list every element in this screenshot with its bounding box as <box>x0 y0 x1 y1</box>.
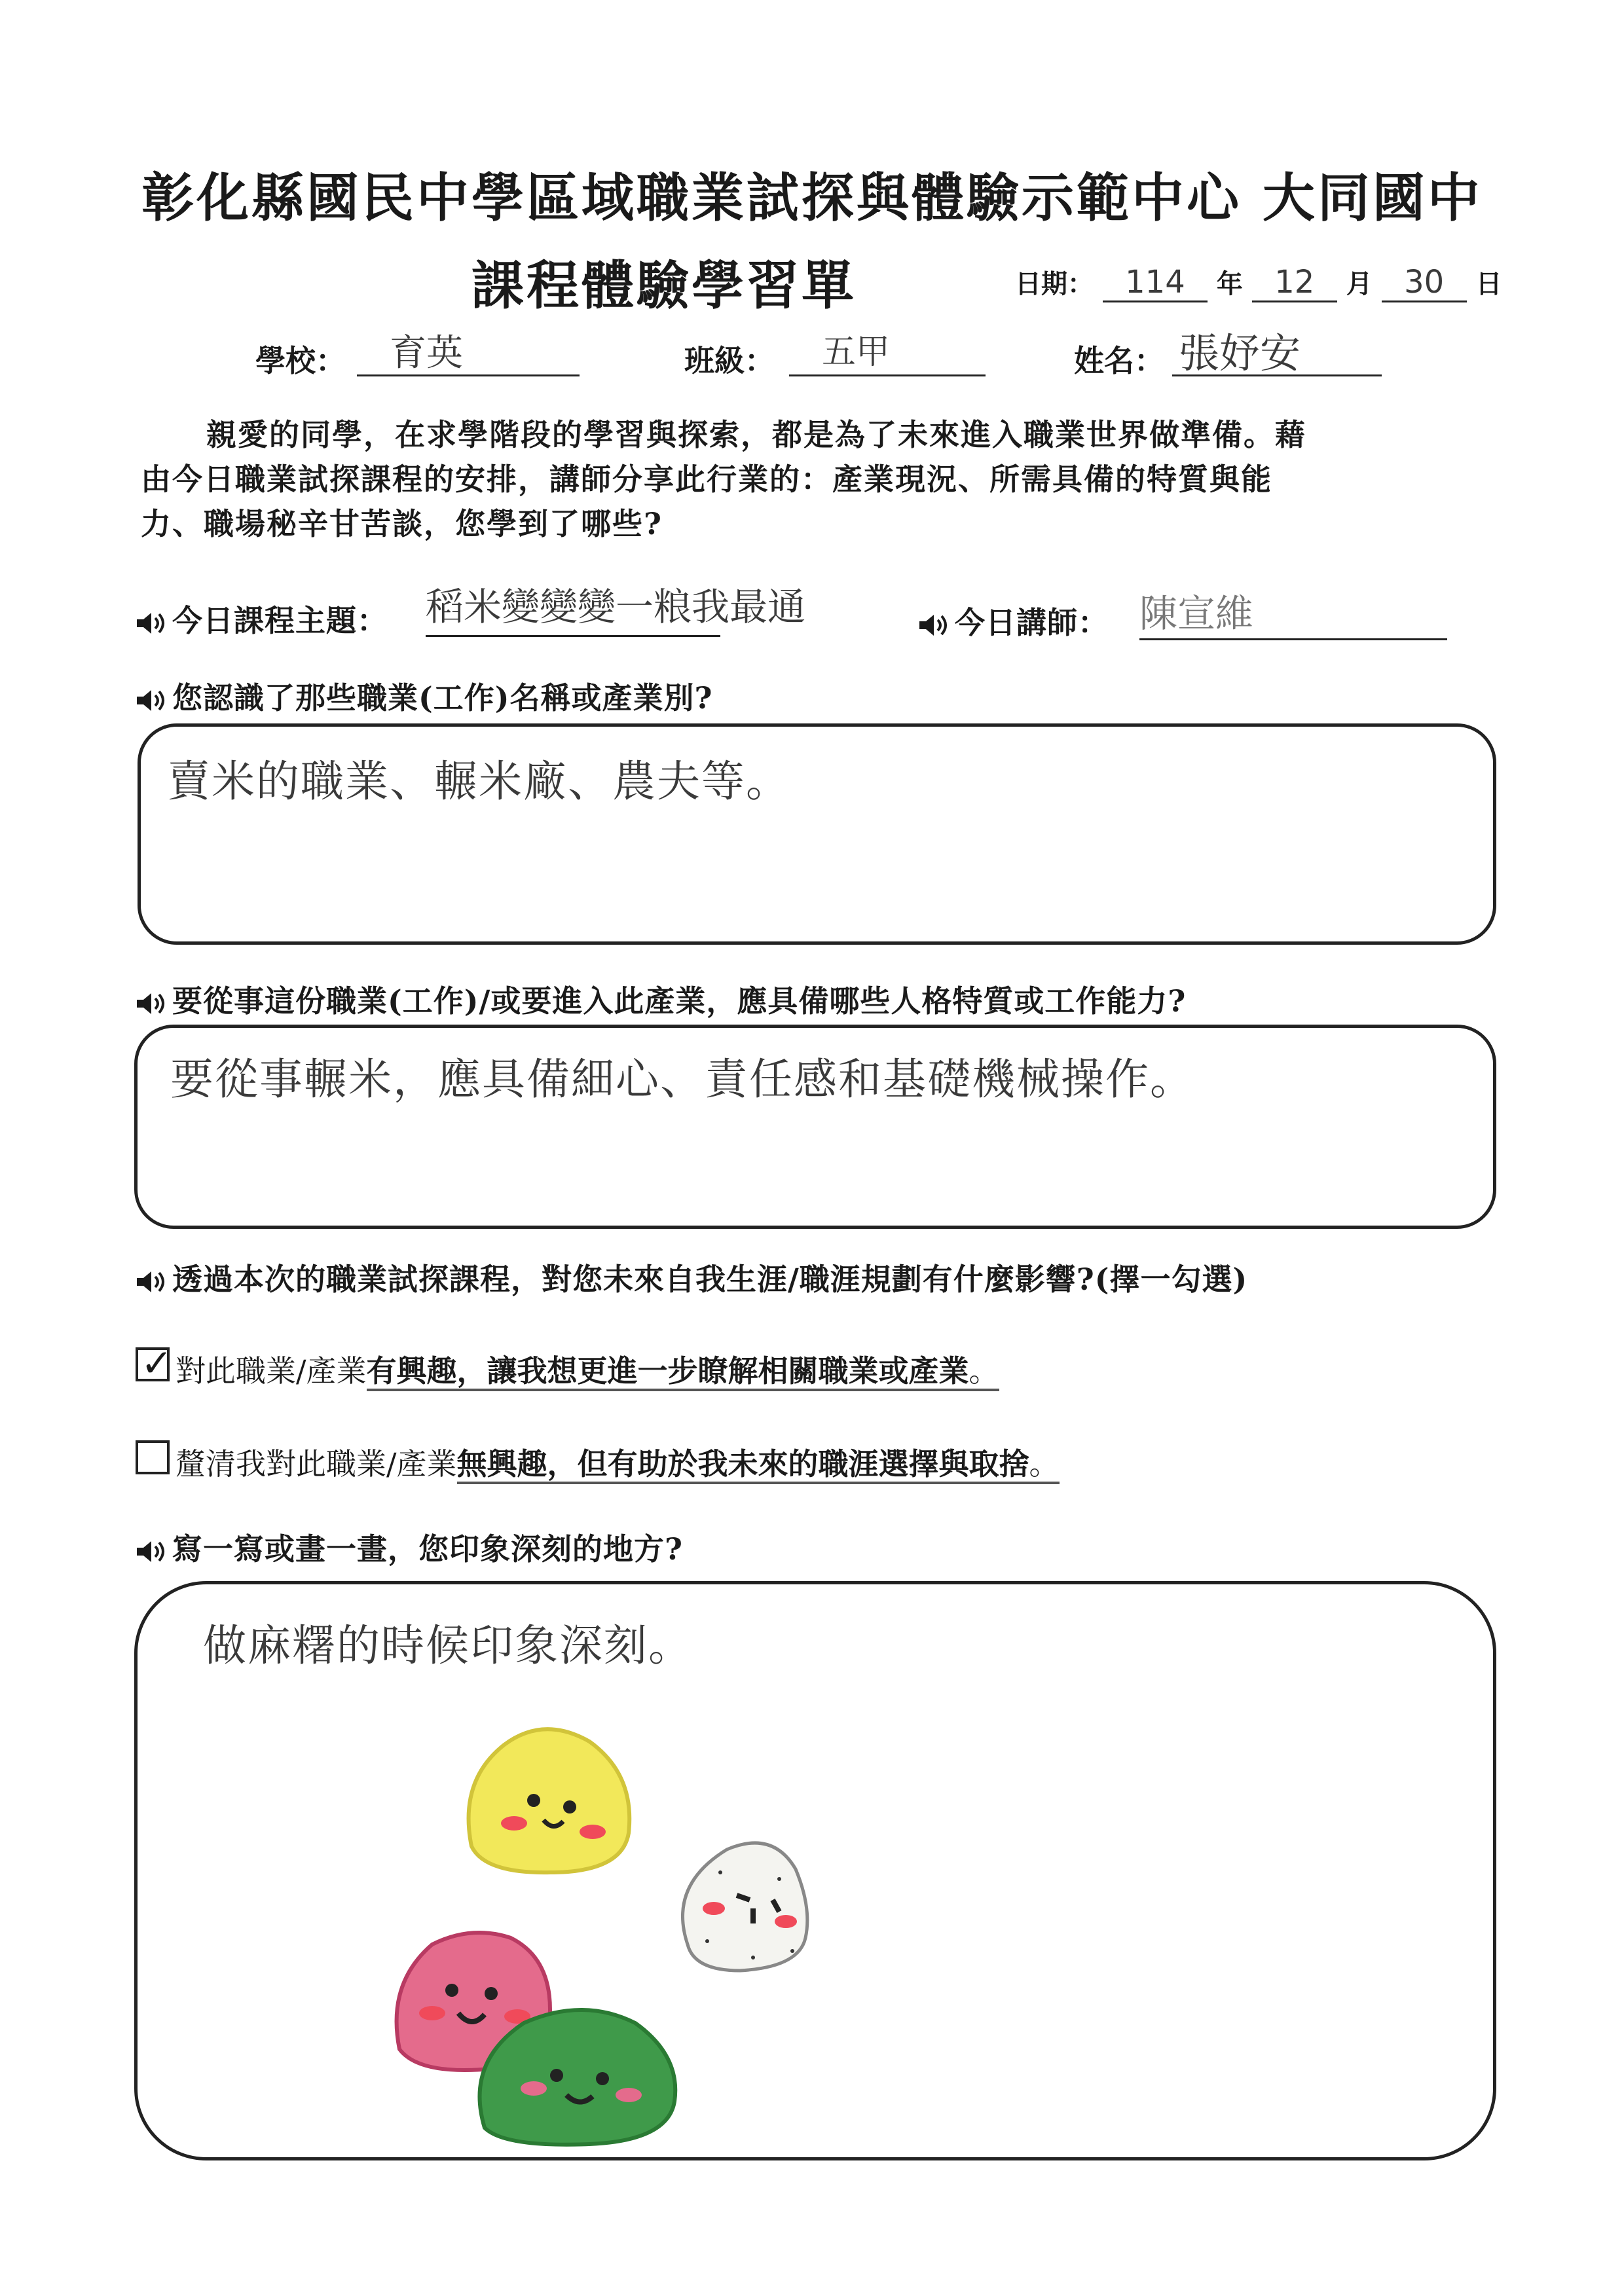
white-mochi <box>683 1843 807 1971</box>
option2-text <box>175 1440 1060 1484</box>
q4-answer: 做麻糬的時候印象深刻。 <box>203 1620 693 1671</box>
q4-question: 寫一寫或畫一畫，您印象深刻的地方? <box>172 1531 683 1567</box>
speaker-icon <box>134 1269 170 1294</box>
option2-checkbox[interactable] <box>136 1440 170 1474</box>
course-topic-value: 稻米變變變一粮我最通 <box>426 576 720 637</box>
mochi-drawing <box>386 1683 976 2154</box>
option2-end: 。 <box>1029 1446 1060 1484</box>
speaker-icon <box>134 688 170 713</box>
date-month-unit: 月 <box>1346 268 1373 299</box>
lecturer-label: 今日講師： <box>955 605 1109 640</box>
course-topic-row <box>134 597 388 640</box>
q3-question: 透過本次的職業試探課程，對您未來自我生涯/職涯規劃有什麼影響?(擇一勾選) <box>172 1262 1248 1297</box>
class-label: 班級： <box>684 343 775 378</box>
school-label: 學校： <box>255 343 346 378</box>
q1-heading <box>134 674 712 718</box>
date-row <box>1015 263 1502 302</box>
speaker-icon <box>134 991 170 1016</box>
option1-text <box>175 1347 999 1391</box>
name-value: 張妤安 <box>1172 321 1382 376</box>
option1-prefix: 對此職業/產業 <box>175 1353 367 1389</box>
option2-emphasis: 無興趣，但有助於我未來的職涯選擇與取捨 <box>457 1446 1029 1484</box>
q4-answer-box[interactable] <box>134 1581 1496 2160</box>
speaker-icon <box>134 611 170 636</box>
page-title: 彰化縣國民中學區域職業試探與體驗示範中心 大同國中 <box>141 167 1483 228</box>
intro-line-2: 由今日職業試探課程的安排，講師分享此行業的：產業現況、所需具備的特質與能 <box>141 462 1272 497</box>
yellow-mochi <box>469 1729 630 1872</box>
q2-heading <box>134 977 1186 1021</box>
q1-answer: 賣米的職業、輾米廠、農夫等。 <box>167 756 790 807</box>
intro-line-1: 親愛的同學，在求學階段的學習與探索，都是為了未來進入職業世界做準備。藉 <box>206 417 1306 452</box>
lecturer-row <box>917 599 1109 642</box>
intro-line-3: 力、職場秘辛甘苦談，您學到了哪些? <box>141 506 663 541</box>
date-year-unit: 年 <box>1216 268 1243 299</box>
option1-emphasis: 有興趣，讓我想更進一步瞭解相關職業或產業 <box>367 1353 969 1391</box>
page-subtitle: 課程體驗學習單 <box>471 255 857 316</box>
q2-answer-box[interactable] <box>134 1025 1496 1229</box>
date-label: 日期： <box>1015 268 1094 299</box>
q4-heading <box>134 1525 683 1569</box>
q1-question: 您認識了那些職業(工作)名稱或產業別? <box>172 680 713 716</box>
name-label: 姓名： <box>1074 343 1164 378</box>
speaker-icon <box>134 1539 170 1564</box>
lecturer-value: 陳宣維 <box>1139 583 1447 640</box>
option1-end: 。 <box>969 1353 999 1391</box>
intro-paragraph <box>141 412 1490 546</box>
q2-question: 要從事這份職業(工作)/或要進入此產業，應具備哪些人格特質或工作能力? <box>172 983 1187 1019</box>
q2-answer: 要從事輾米，應具備細心、責任感和基礎機械操作。 <box>170 1054 1194 1104</box>
option2-prefix: 釐清我對此職業/產業 <box>175 1446 457 1482</box>
school-value: 育英 <box>357 324 580 376</box>
date-day: 30 <box>1382 264 1467 302</box>
q1-answer-box[interactable] <box>138 723 1496 945</box>
course-topic-label: 今日課程主題： <box>172 603 388 638</box>
date-month: 12 <box>1252 264 1337 302</box>
q3-heading <box>134 1256 1247 1299</box>
option1-checkbox[interactable] <box>136 1341 173 1385</box>
date-year: 114 <box>1103 264 1208 302</box>
date-day-unit: 日 <box>1475 268 1502 299</box>
checkmark: ✓ <box>141 1341 173 1385</box>
speaker-icon <box>917 613 952 638</box>
class-value: 五甲 <box>789 324 986 376</box>
